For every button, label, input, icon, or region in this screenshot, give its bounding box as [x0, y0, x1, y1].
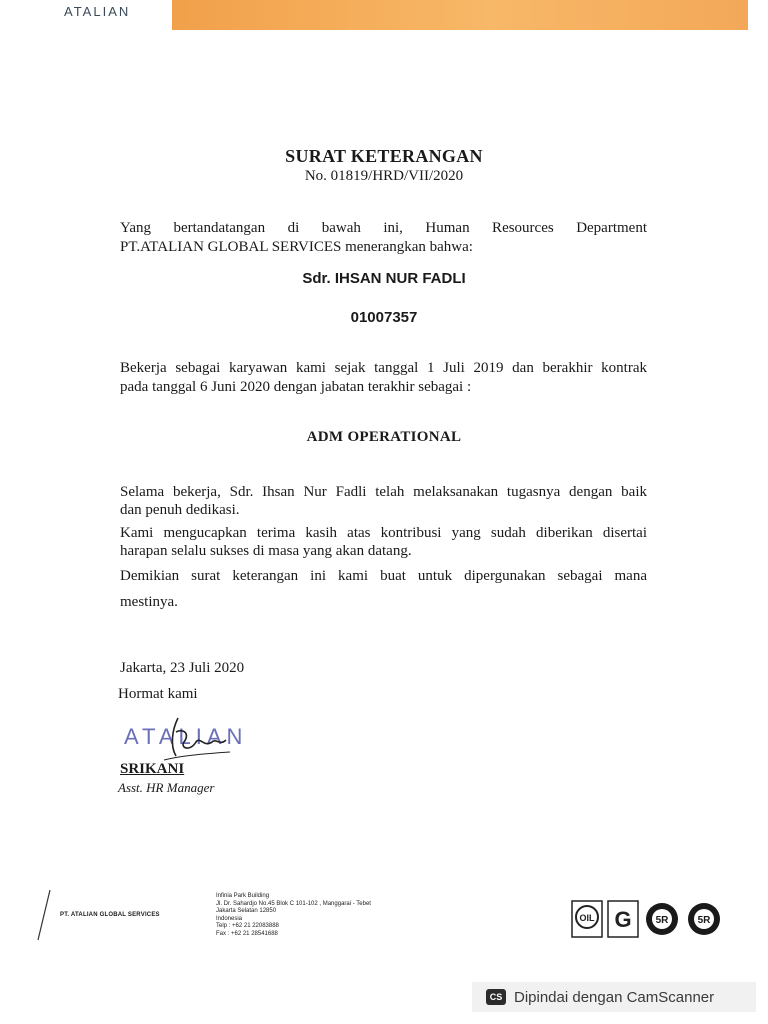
- letter-number: No. 01819/HRD/VII/2020: [304, 168, 464, 184]
- intro-line-1: Yang bertandatangan di bawah ini, Human Resources Department: [120, 220, 647, 236]
- certification-logos: [570, 895, 728, 943]
- company-stamp-signature: [120, 712, 250, 764]
- footer-slash-mark: [34, 888, 54, 942]
- cert-logo-2: [608, 901, 638, 937]
- position-title: ADM OPERATIONAL: [306, 429, 462, 445]
- stamp-text: ATALIAN: [124, 724, 248, 749]
- cert-logo-4: [688, 903, 720, 935]
- footer-address: [216, 893, 371, 938]
- place-date: Jakarta, 23 Juli 2020: [120, 660, 245, 676]
- closing-line-2: mestinya.: [120, 594, 178, 610]
- camscanner-watermark: [472, 982, 756, 1012]
- intro-line-2: PT.ATALIAN GLOBAL SERVICES menerangkan bahwa:: [120, 239, 473, 255]
- thanks-line-2: harapan selalu sukses di masa yang akan datang.: [120, 543, 412, 559]
- address-line: Indonesia: [216, 915, 243, 922]
- closing-line-1: Demikian surat keterangan ini kami buat untuk dipergunakan sebagai mana: [120, 568, 647, 584]
- address-line: Jl. Dr. Sahardjo No.45 Blok C 101-102 , Manggarai - Tebet: [216, 900, 371, 907]
- camscanner-icon: CS: [486, 989, 506, 1005]
- address-line: Telp : +62 21 22083888: [216, 923, 279, 929]
- header-orange-band: [172, 0, 748, 30]
- atalian-logo-top: [64, 4, 130, 19]
- address-line: Jakarta Selatan 12850: [216, 908, 277, 914]
- regards: Hormat kami: [118, 686, 198, 702]
- letter-title: SURAT KETERANGAN: [285, 146, 483, 166]
- employee-id: 01007357: [350, 309, 418, 326]
- svg-text:5R: 5R: [655, 915, 669, 926]
- address-line: Fax : +62 21 28541688: [216, 930, 278, 937]
- address-line: Infinia Park Building: [216, 893, 270, 899]
- cert-logo-1: [572, 901, 602, 937]
- camscanner-label: Dipindai dengan CamScanner: [514, 988, 715, 1006]
- dedication-line-2: dan penuh dedikasi.: [120, 502, 240, 518]
- logo-text: ATALIAN: [64, 4, 131, 19]
- dedication-line-1: Selama bekerja, Sdr. Ihsan Nur Fadli telah melaksanakan tugasnya dengan baik: [120, 484, 647, 500]
- signer-title: Asst. HR Manager: [118, 780, 215, 795]
- thanks-line-1: Kami mengucapkan terima kasih atas kontribusi yang sudah diberikan disertai: [120, 525, 647, 541]
- svg-text:OIL: OIL: [579, 913, 595, 923]
- work-line-2: pada tanggal 6 Juni 2020 dengan jabatan terakhir sebagai :: [120, 379, 472, 395]
- cert-logo-3: [646, 903, 678, 935]
- svg-text:5R: 5R: [697, 915, 711, 926]
- employee-name: Sdr. IHSAN NUR FADLI: [302, 270, 466, 287]
- signer-name: SRIKANI: [120, 761, 185, 777]
- footer-company: PT. ATALIAN GLOBAL SERVICES: [60, 912, 160, 918]
- work-line-1: Bekerja sebagai karyawan kami sejak tanggal 1 Juli 2019 dan berakhir kontrak: [120, 360, 647, 376]
- svg-text:G: G: [614, 907, 632, 932]
